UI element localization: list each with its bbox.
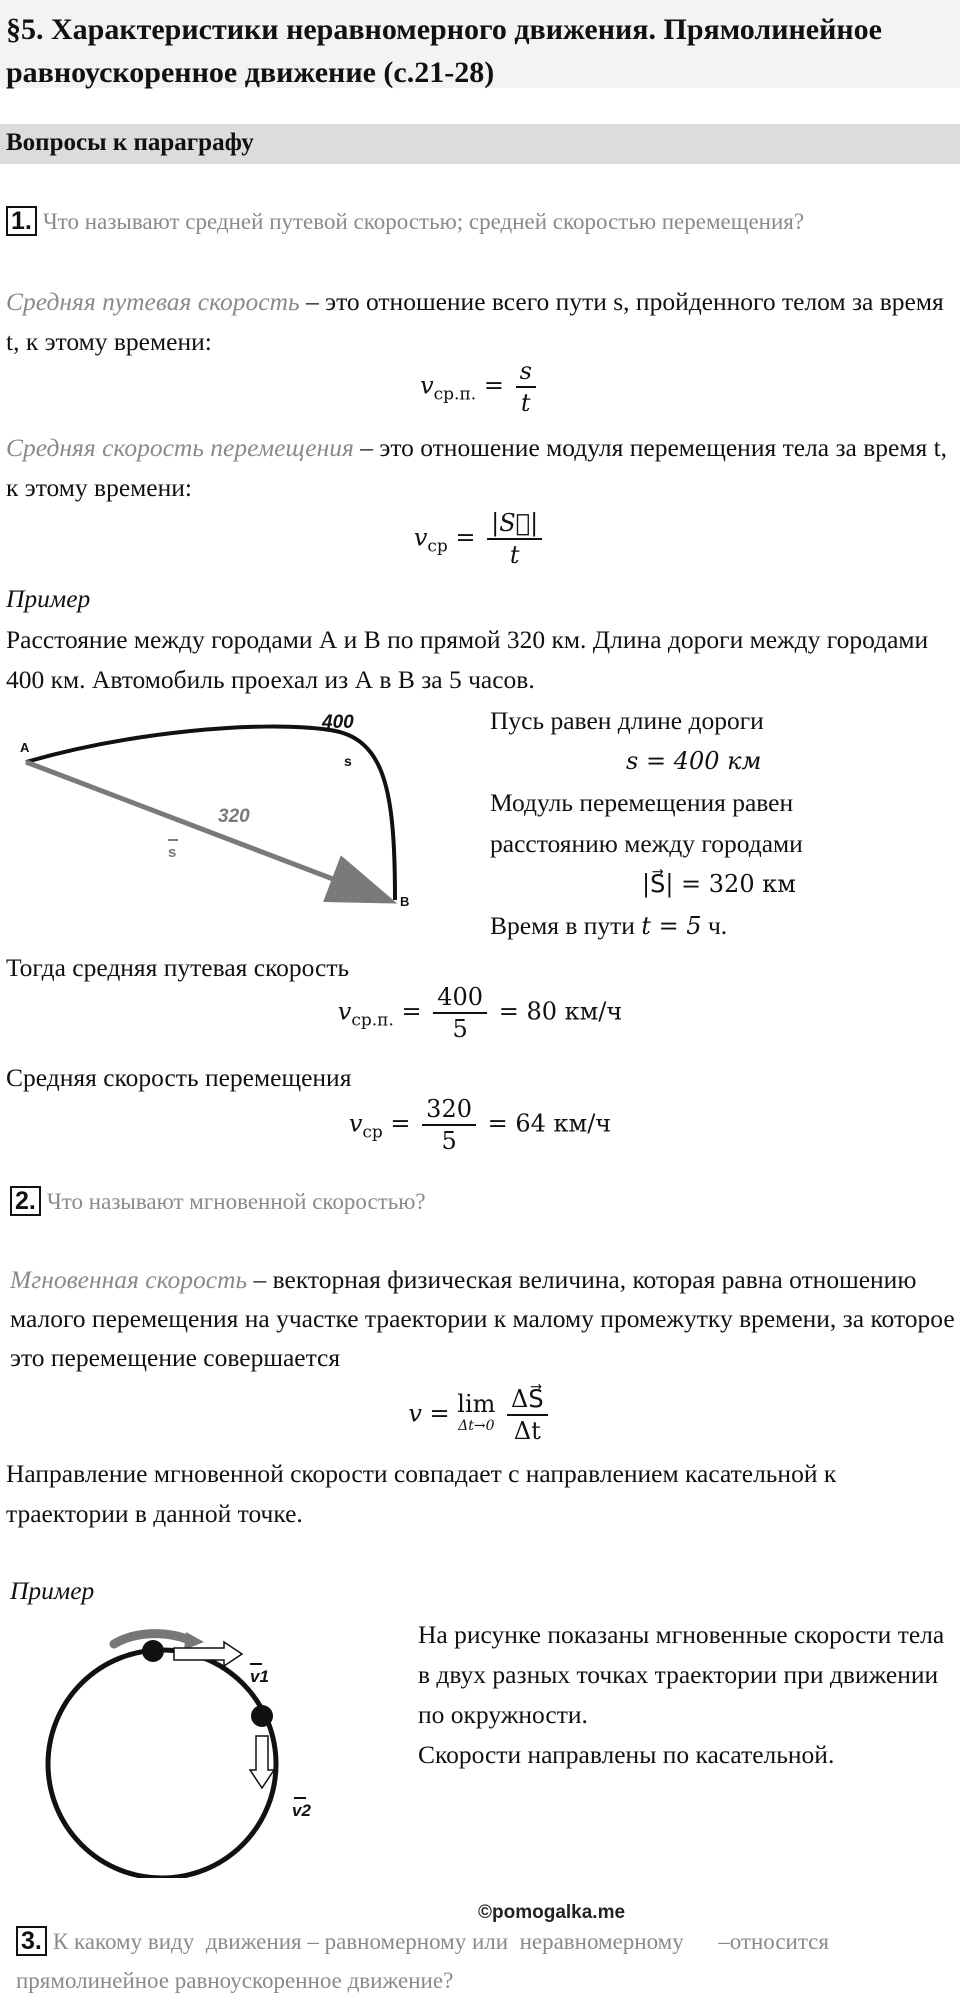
trajectory-circle bbox=[48, 1650, 276, 1878]
road-diagram bbox=[10, 700, 430, 920]
limit-label: lim bbox=[457, 1390, 496, 1418]
formula-lhs: v bbox=[413, 523, 428, 552]
label-s-path: s bbox=[344, 753, 352, 769]
circle-motion-diagram bbox=[30, 1618, 370, 1878]
fraction bbox=[422, 1094, 476, 1156]
label-v1: v1 bbox=[250, 1667, 269, 1686]
limit bbox=[457, 1390, 496, 1437]
definition-instantaneous-speed bbox=[10, 1260, 956, 1377]
example-2-side-text bbox=[418, 1615, 958, 1775]
displacement-vector bbox=[26, 762, 388, 900]
point-2 bbox=[251, 1705, 273, 1727]
point-1 bbox=[142, 1640, 164, 1662]
fraction-denominator: 5 bbox=[452, 1015, 468, 1043]
formula-result: = 80 км/ч bbox=[498, 997, 623, 1026]
definition-average-displacement-speed bbox=[6, 428, 956, 508]
definition-text: – векторная физическая величина, которая равна отношению малого перемещения на участке траектории к малому промежутку времени, за которое это перемещение совершается bbox=[10, 1265, 955, 1372]
question-number-1: 1. bbox=[6, 206, 37, 236]
example-label-2: Пример bbox=[10, 1576, 95, 1605]
formula-displacement-speed-result: $v_{ср}$ = $\frac{320}{5}$ = 64 км/ч bbox=[348, 1095, 612, 1155]
question-number-3: 3. bbox=[16, 1926, 47, 1956]
fraction-denominator: Δt bbox=[513, 1417, 541, 1445]
fraction bbox=[433, 982, 487, 1044]
fraction bbox=[516, 356, 536, 418]
question-1-text: Что называют средней путевой скоростью; средней скоростью перемещения? bbox=[42, 209, 805, 234]
formula-path-speed-result: $v_{ср.п.}$ = $\frac{400}{5}$ = 80 км/ч bbox=[337, 983, 623, 1043]
page-title: §5. Характеристики неравномерного движения. Прямолинейное равноускоренное движение (с.21-28) bbox=[0, 0, 960, 88]
then-path-speed-text: Тогда средняя путевая скорость bbox=[6, 953, 350, 982]
fraction-numerator: s bbox=[516, 356, 536, 388]
section-header: Вопросы к параграфу bbox=[0, 124, 960, 164]
label-v2: v2 bbox=[292, 1801, 311, 1820]
example-text-1: Расстояние между городами А и В по прямой 320 км. Длина дороги между городами 400 км. Автомобиль проехал из А в В за 5 часов. bbox=[6, 625, 929, 694]
side-line-4-unit: ч. bbox=[701, 911, 728, 940]
formula-subscript: ср.п. bbox=[351, 1010, 394, 1031]
side-line-4-equation: t = 5 bbox=[641, 912, 702, 940]
formula-lhs: v = bbox=[408, 1399, 458, 1428]
side-line-4-text: Время в пути bbox=[490, 911, 642, 940]
formula-result: = 64 км/ч bbox=[487, 1109, 612, 1138]
fraction-denominator: t bbox=[520, 389, 531, 417]
formula-instantaneous-speed bbox=[0, 1384, 960, 1446]
label-point-b: B bbox=[400, 894, 410, 909]
example-1-side-text bbox=[490, 700, 950, 947]
side-line-4 bbox=[490, 905, 950, 947]
label-320: 320 bbox=[218, 806, 250, 827]
formula-lhs: v bbox=[420, 371, 434, 400]
question-3 bbox=[16, 1924, 946, 2002]
definition-average-path-speed bbox=[6, 282, 956, 362]
fraction-denominator: 5 bbox=[441, 1127, 457, 1155]
question-number-2: 2. bbox=[10, 1186, 41, 1216]
label-point-a: A bbox=[20, 740, 30, 755]
formula-average-displacement-speed: $v_{ср}$ = $\frac{|S⃗|}{t}$ bbox=[0, 508, 960, 570]
side-equation-path: s = 400 км bbox=[626, 747, 762, 775]
term-average-displacement-speed: Средняя скорость перемещения bbox=[6, 433, 354, 462]
side-text-1: На рисунке показаны мгновенные скорости тела в двух разных точках траектории при движении по окружности. bbox=[418, 1620, 945, 1729]
side-line-3: расстоянию между городами bbox=[490, 829, 803, 858]
side-line-2: Модуль перемещения равен bbox=[490, 788, 794, 817]
question-2-text: Что называют мгновенной скоростью? bbox=[46, 1189, 426, 1214]
fraction-numerator: |S⃗| bbox=[487, 508, 542, 540]
fraction bbox=[487, 508, 542, 570]
side-text-2: Скорости направлены по касательной. bbox=[418, 1740, 835, 1769]
question-2 bbox=[10, 1186, 956, 1216]
fraction-numerator: ΔS⃗ bbox=[507, 1384, 548, 1416]
watermark: ©pomogalka.me bbox=[478, 1902, 626, 1923]
question-1 bbox=[6, 206, 956, 236]
side-line-1: Пусь равен длине дороги bbox=[490, 706, 764, 735]
formula-subscript: ср bbox=[427, 536, 448, 557]
road-path bbox=[26, 727, 395, 900]
fraction-numerator: 320 bbox=[422, 1094, 476, 1126]
limit-subscript: Δt→0 bbox=[458, 1418, 495, 1434]
formula-subscript: ср bbox=[362, 1122, 383, 1143]
definition-text: – это отношение модуля перемещения тела за время t, к этому времени: bbox=[6, 433, 948, 502]
velocity-arrow-v2 bbox=[250, 1736, 274, 1788]
displacement-speed-text: Средняя скорость перемещения bbox=[6, 1063, 352, 1092]
fraction-denominator: t bbox=[509, 541, 520, 569]
label-400: 400 bbox=[322, 712, 354, 733]
label-s-vector: s bbox=[168, 844, 177, 861]
term-instantaneous-speed: Мгновенная скорость bbox=[10, 1265, 248, 1294]
direction-text: Направление мгновенной скорости совпадает с направлением касательной к траектории в данной точке. bbox=[6, 1459, 837, 1528]
example-label-1: Пример bbox=[6, 584, 91, 613]
side-equation-displacement: |S⃗| = 320 км bbox=[642, 870, 796, 898]
formula-subscript: ср.п. bbox=[433, 384, 477, 405]
term-average-path-speed: Средняя путевая скорость bbox=[6, 287, 300, 316]
formula-average-path-speed: $v_{ср.п.}$ = $\frac{s}{t}$ bbox=[0, 356, 960, 418]
question-3-text: К какому виду движения – равномерному или неравномерному –относится прямолинейное равноускоренное движение? bbox=[16, 1929, 835, 1993]
fraction bbox=[507, 1384, 548, 1446]
fraction-numerator: 400 bbox=[433, 982, 487, 1014]
definition-text: – это отношение всего пути s, пройденного телом за время t, к этому времени: bbox=[6, 287, 944, 356]
